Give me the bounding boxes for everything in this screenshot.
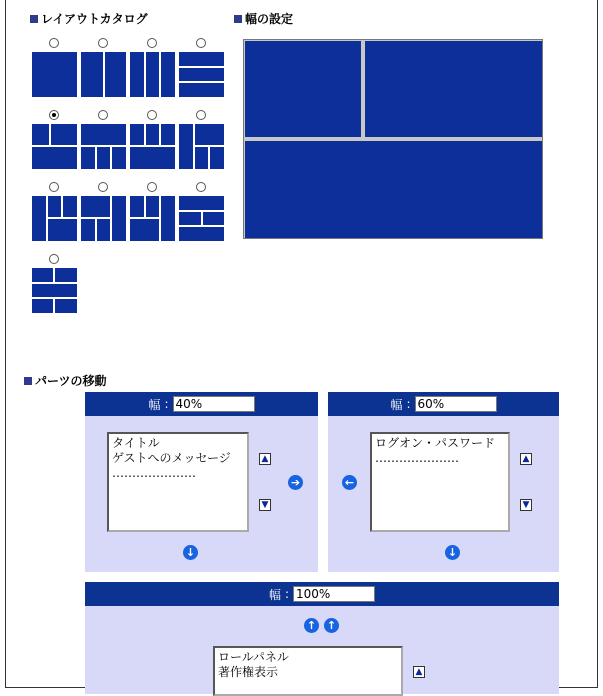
parts-list-right[interactable] <box>370 432 510 532</box>
list-item[interactable]: ………………… <box>112 466 196 480</box>
arrow-up-icon: ↑ <box>306 619 317 632</box>
layout-radio[interactable] <box>196 110 206 120</box>
move-up-button[interactable] <box>520 453 532 465</box>
width-label: 幅 <box>268 587 281 602</box>
layout-radio[interactable] <box>147 110 157 120</box>
parts-list-bottom[interactable] <box>213 646 403 696</box>
layout-radio[interactable] <box>196 182 206 192</box>
move-down-icon: ▼ <box>261 499 269 510</box>
arrow-right-icon: ➔ <box>290 476 301 489</box>
layout-thumbnail[interactable] <box>81 52 126 97</box>
list-item[interactable]: ………………… <box>375 451 459 465</box>
layout-radio[interactable] <box>49 38 59 48</box>
layout-thumbnail[interactable] <box>32 268 77 313</box>
layout-option[interactable] <box>32 182 80 250</box>
arrow-down-icon: ↓ <box>185 546 196 559</box>
layout-radio[interactable] <box>98 110 108 120</box>
panel-header <box>328 392 559 416</box>
section-bullet-icon <box>234 15 242 23</box>
layout-option[interactable] <box>81 110 129 178</box>
move-down-button[interactable] <box>520 499 532 511</box>
layout-thumbnail[interactable] <box>32 124 77 169</box>
layout-option[interactable] <box>32 110 80 178</box>
parts-panel-right <box>328 392 559 572</box>
layout-thumbnail[interactable] <box>179 196 224 241</box>
layout-radio[interactable] <box>196 38 206 48</box>
arrow-up-icon: ↑ <box>326 619 337 632</box>
section-title-text: レイアウトカタログ <box>41 12 148 26</box>
move-to-left-panel-button[interactable] <box>304 618 319 633</box>
width-colon: : <box>164 397 169 411</box>
layout-thumbnail[interactable] <box>179 52 224 97</box>
layout-option[interactable] <box>179 110 227 178</box>
width-preview <box>243 39 543 239</box>
panel-header <box>85 582 559 606</box>
layout-radio-selected[interactable] <box>49 110 59 120</box>
layout-thumbnail[interactable] <box>32 52 77 97</box>
panel-header <box>85 392 318 416</box>
width-colon: : <box>406 397 411 411</box>
list-item[interactable]: ログオン・パスワード <box>375 436 496 450</box>
layout-option[interactable] <box>32 254 80 322</box>
move-up-icon: ▲ <box>522 453 530 464</box>
width-input-bottom[interactable] <box>293 586 375 602</box>
layout-option[interactable] <box>179 182 227 250</box>
move-down-button[interactable] <box>259 499 271 511</box>
move-up-icon: ▲ <box>415 666 423 677</box>
layout-thumbnail[interactable] <box>81 196 126 241</box>
section-title-text: 幅の設定 <box>245 12 294 26</box>
move-to-right-panel-button[interactable] <box>324 618 339 633</box>
layout-option[interactable] <box>179 38 227 106</box>
layout-thumbnail[interactable] <box>130 196 175 241</box>
layout-thumbnail[interactable] <box>130 52 175 97</box>
preview-block-left[interactable] <box>245 41 361 137</box>
layout-thumbnail[interactable] <box>32 196 77 241</box>
move-up-icon: ▲ <box>261 453 269 464</box>
move-down-icon: ▼ <box>522 499 530 510</box>
arrow-down-icon: ↓ <box>447 546 458 559</box>
layout-option[interactable] <box>130 110 178 178</box>
width-colon: : <box>284 587 290 601</box>
move-to-bottom-button[interactable] <box>183 545 198 560</box>
parts-panel-left <box>85 392 318 572</box>
layout-thumbnail[interactable] <box>179 124 224 169</box>
section-title-parts-move <box>24 372 107 389</box>
list-item[interactable]: タイトル <box>112 436 160 450</box>
section-bullet-icon <box>24 377 32 385</box>
preview-block-right[interactable] <box>365 41 542 137</box>
move-right-button[interactable] <box>288 475 303 490</box>
layout-thumbnail[interactable] <box>130 124 175 169</box>
section-title-width-settings <box>234 10 293 27</box>
section-title-text: パーツの移動 <box>35 374 107 388</box>
layout-radio[interactable] <box>49 182 59 192</box>
layout-thumbnail[interactable] <box>81 124 126 169</box>
width-input-left[interactable] <box>173 396 255 412</box>
arrow-left-icon: ← <box>344 476 355 489</box>
width-label: 幅 <box>390 397 403 412</box>
parts-panel-bottom <box>85 582 559 694</box>
width-label: 幅 <box>148 397 161 412</box>
move-left-button[interactable] <box>342 475 357 490</box>
move-up-button[interactable] <box>413 666 425 678</box>
list-item[interactable]: 著作権表示 <box>218 665 279 679</box>
list-item[interactable]: ゲストへのメッセージ <box>112 451 231 465</box>
layout-option[interactable] <box>32 38 80 106</box>
layout-radio[interactable] <box>98 182 108 192</box>
width-input-right[interactable] <box>415 396 497 412</box>
list-item[interactable]: ロールパネル <box>218 650 289 664</box>
layout-option[interactable] <box>130 38 178 106</box>
layout-option[interactable] <box>81 182 129 250</box>
parts-list-left[interactable] <box>107 432 249 532</box>
layout-option[interactable] <box>130 182 178 250</box>
layout-radio[interactable] <box>49 254 59 264</box>
preview-block-bottom[interactable] <box>245 141 542 238</box>
layout-radio[interactable] <box>147 38 157 48</box>
section-title-layout-catalog <box>30 10 148 27</box>
move-up-button[interactable] <box>259 453 271 465</box>
section-bullet-icon <box>30 15 38 23</box>
move-to-bottom-button[interactable] <box>445 545 460 560</box>
layout-option[interactable] <box>81 38 129 106</box>
layout-radio[interactable] <box>98 38 108 48</box>
layout-radio[interactable] <box>147 182 157 192</box>
